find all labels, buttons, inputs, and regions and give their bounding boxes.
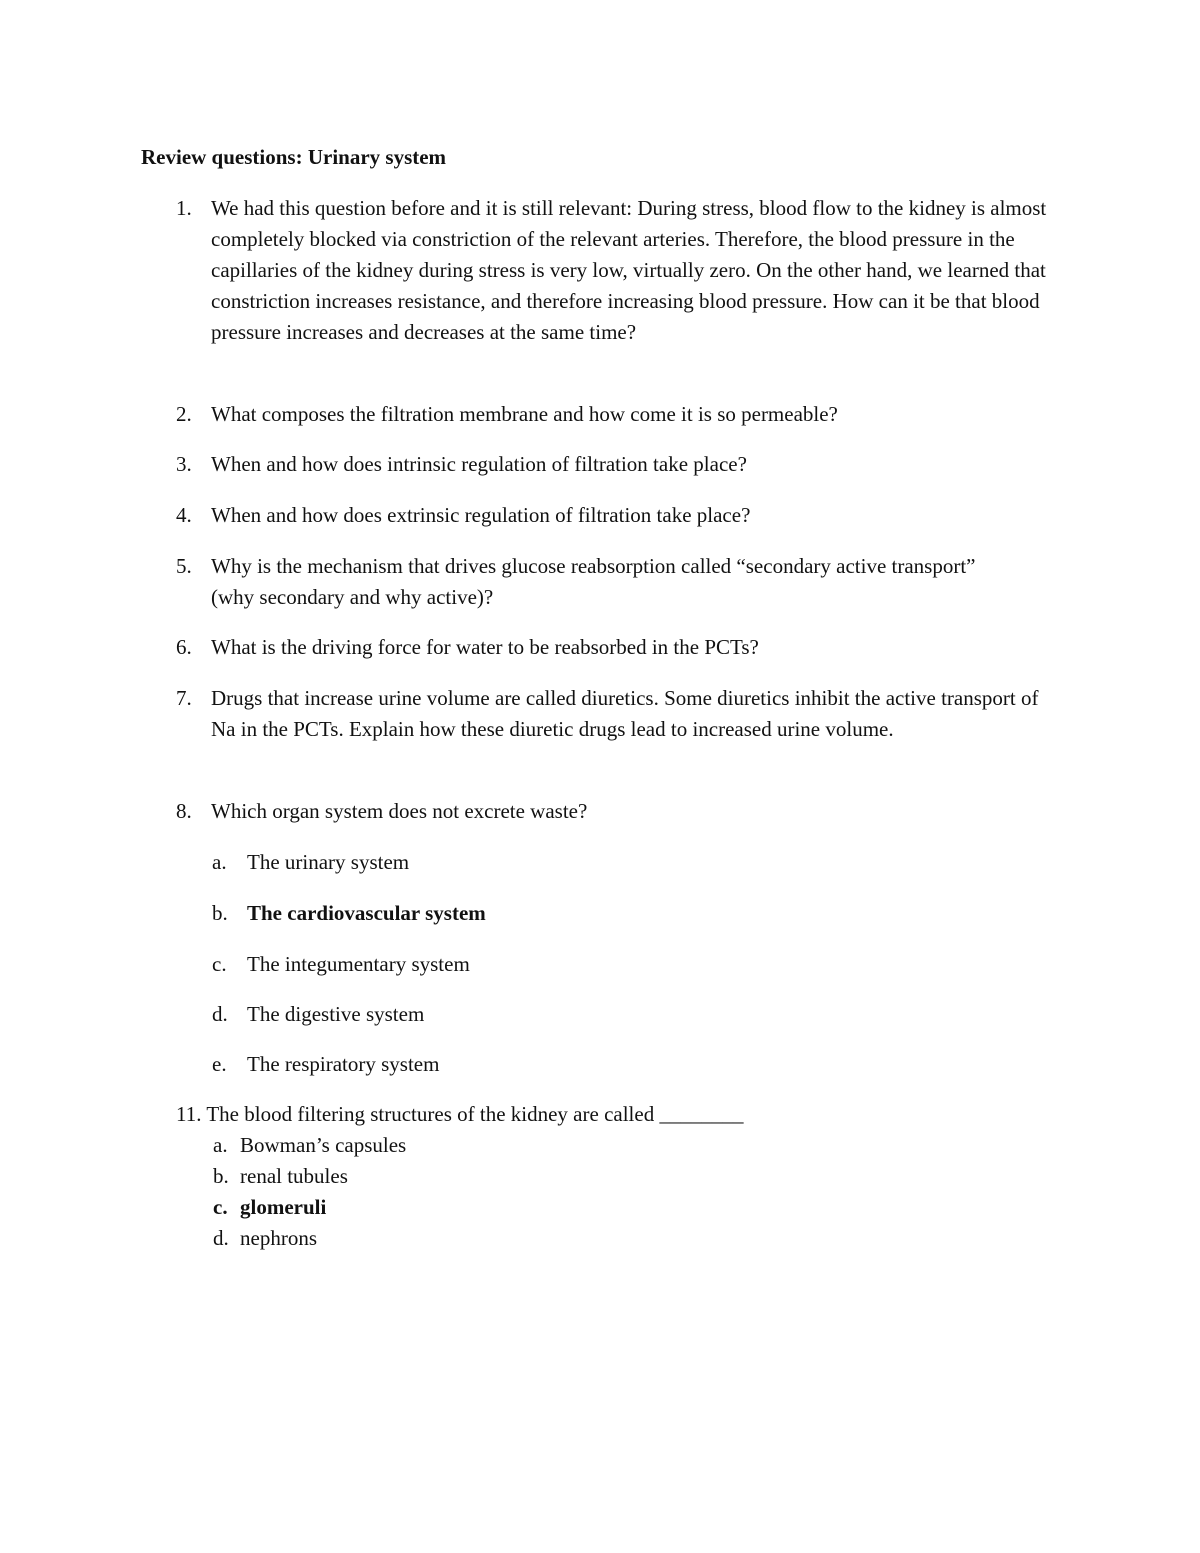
question-number: 1. [176, 196, 192, 220]
question-text: What composes the filtration membrane and how come it is so permeable? [211, 402, 838, 426]
option-text: Bowman’s capsules [240, 1133, 407, 1157]
question-text: When and how does extrinsic regulation of filtration take place? [211, 503, 751, 527]
option-text: nephrons [240, 1226, 317, 1250]
option-letter: d. [212, 1002, 228, 1026]
option-letter: e. [212, 1052, 227, 1076]
option-text-correct: glomeruli [240, 1195, 327, 1219]
question-number: 11. [176, 1102, 202, 1126]
question-number: 8. [176, 799, 192, 823]
question-text: Which organ system does not excrete waste? [211, 799, 588, 823]
option-text: renal tubules [240, 1164, 348, 1188]
option-letter: a. [213, 1133, 228, 1157]
option-text: The urinary system [247, 850, 410, 874]
question-text: We had this question before and it is still relevant: During stress, blood flow to the kidney is almost completely blocked via constriction of the relevant arteries. Therefore, the blood pressure in the capillaries of the kidney during stress is very low, virtually zero. On the other hand, we learned that constriction increases resistance, and therefore increasing blood pressure. How can it be that blood pressure increases and decreases at the same time? [211, 196, 1047, 344]
question-number: 2. [176, 402, 192, 426]
question-text: What is the driving force for water to be reabsorbed in the PCTs? [211, 635, 759, 659]
option-letter: b. [213, 1164, 229, 1188]
option-text: The digestive system [247, 1002, 425, 1026]
question-text: Why is the mechanism that drives glucose reabsorption called “secondary active transport” (why secondary and why active)? [211, 554, 976, 609]
question-text: When and how does intrinsic regulation of filtration take place? [211, 452, 747, 476]
question-text: The blood filtering structures of the kidney are called ________ [206, 1102, 744, 1126]
option-text-correct: The cardiovascular system [247, 901, 486, 925]
option-text: The respiratory system [247, 1052, 440, 1076]
question-number: 3. [176, 452, 192, 476]
option-letter: b. [212, 901, 228, 925]
question-number: 6. [176, 635, 192, 659]
option-letter: a. [212, 850, 227, 874]
question-11 [176, 1099, 743, 1130]
option-letter: d. [213, 1226, 229, 1250]
question-text: Drugs that increase urine volume are called diuretics. Some diuretics inhibit the active transport of Na in the PCTs. Explain how these diuretic drugs lead to increased urine volume. [211, 686, 1039, 741]
option-text: The integumentary system [247, 952, 470, 976]
question-number: 4. [176, 503, 192, 527]
option-letter: c. [213, 1195, 228, 1219]
option-letter: c. [212, 952, 227, 976]
document-title: Review questions: Urinary system [141, 145, 447, 169]
question-number: 5. [176, 554, 192, 578]
question-number: 7. [176, 686, 192, 710]
